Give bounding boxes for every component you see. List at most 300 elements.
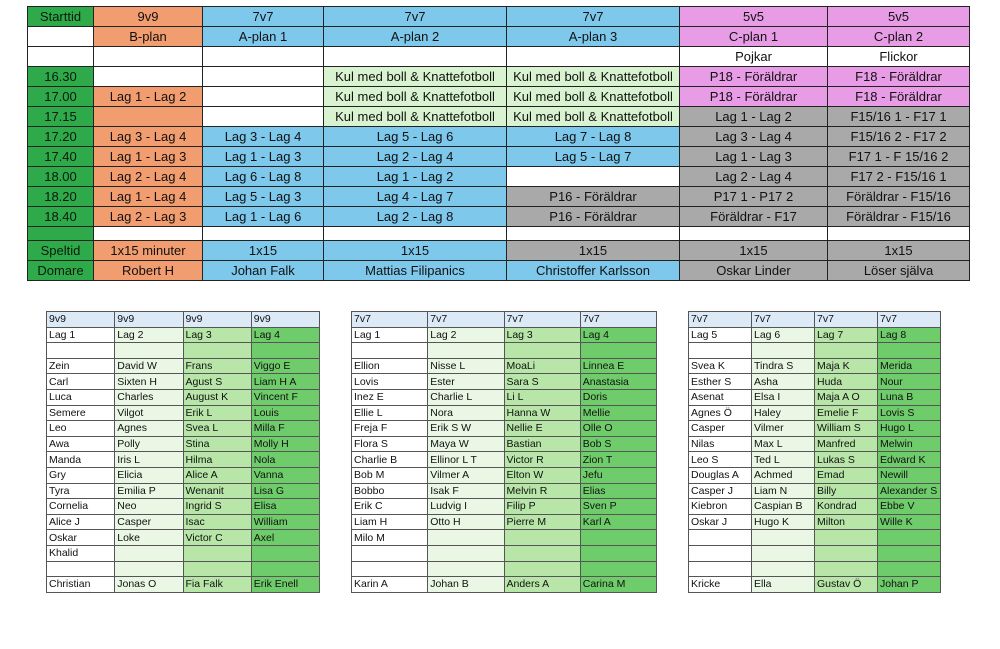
- player-name: Tindra S: [752, 358, 815, 374]
- player-name: Emad: [815, 467, 878, 483]
- player-name: Awa: [47, 436, 115, 452]
- player-name: Charlie B: [352, 452, 428, 468]
- match-cell: [94, 107, 203, 127]
- team-leader-name: Karin A: [352, 577, 428, 593]
- player-name: [47, 561, 115, 577]
- match-cell: Lag 3 - Lag 4: [94, 127, 203, 147]
- player-name: Inez E: [352, 389, 428, 405]
- format-label: 9v9: [47, 312, 115, 328]
- player-name: Milla F: [251, 421, 319, 437]
- player-name: Loke: [115, 530, 183, 546]
- player-row: [352, 436, 657, 452]
- player-name: [251, 561, 319, 577]
- match-cell: Lag 1 - Lag 2: [324, 167, 507, 187]
- player-name: [504, 561, 580, 577]
- player-row: [689, 436, 941, 452]
- player-name: Hugo K: [752, 514, 815, 530]
- player-name: William: [251, 514, 319, 530]
- team-name: Lag 7: [815, 327, 878, 343]
- player-name: Billy: [815, 483, 878, 499]
- player-name: Carl: [47, 374, 115, 390]
- player-name: Asenat: [689, 389, 752, 405]
- blank-cell: [580, 343, 656, 359]
- match-cell: F18 - Föräldrar: [828, 67, 970, 87]
- match-cell: [203, 87, 324, 107]
- match-cell: Lag 5 - Lag 3: [203, 187, 324, 207]
- player-name: Filip P: [504, 499, 580, 515]
- player-name: Elton W: [504, 467, 580, 483]
- player-name: Milton: [815, 514, 878, 530]
- player-row: [352, 421, 657, 437]
- player-name: Agust S: [183, 374, 251, 390]
- player-name: Anastasia: [580, 374, 656, 390]
- player-name: Merida: [878, 358, 941, 374]
- player-row: [352, 358, 657, 374]
- team-leader-name: Erik Enell: [251, 577, 319, 593]
- player-name: [428, 530, 504, 546]
- player-name: Alice J: [47, 514, 115, 530]
- match-cell: Lag 2 - Lag 3: [94, 207, 203, 227]
- player-row: [47, 436, 320, 452]
- player-row: [352, 499, 657, 515]
- player-row: [47, 545, 320, 561]
- player-name: Esther S: [689, 374, 752, 390]
- player-row: [352, 514, 657, 530]
- player-name: Stina: [183, 436, 251, 452]
- player-name: [428, 561, 504, 577]
- match-cell: F17 1 - F 15/16 2: [828, 147, 970, 167]
- player-name: Melvin R: [504, 483, 580, 499]
- roster-spacer-row: [689, 343, 941, 359]
- player-name: Charles: [115, 389, 183, 405]
- player-name: Maja A O: [815, 389, 878, 405]
- player-row: [47, 405, 320, 421]
- spacer-cell: [203, 227, 324, 241]
- player-name: Elsa I: [752, 389, 815, 405]
- format-header: 7v7: [203, 7, 324, 27]
- player-name: Nisse L: [428, 358, 504, 374]
- team-leader-name: Kricke: [689, 577, 752, 593]
- player-name: Ludvig I: [428, 499, 504, 515]
- player-name: Kiebron: [689, 499, 752, 515]
- roster-team-row: [352, 327, 657, 343]
- player-name: Lovis S: [878, 405, 941, 421]
- format-header: 7v7: [324, 7, 507, 27]
- player-name: Ingrid S: [183, 499, 251, 515]
- player-name: [815, 530, 878, 546]
- player-name: [878, 561, 941, 577]
- player-row: [689, 499, 941, 515]
- player-name: [115, 545, 183, 561]
- player-name: [580, 530, 656, 546]
- match-cell: Lag 3 - Lag 4: [680, 127, 828, 147]
- field-header: A-plan 1: [203, 27, 324, 47]
- team-leader-name: Gustav Ö: [815, 577, 878, 593]
- schedule-header-field-row: [28, 27, 970, 47]
- player-name: Vilmer A: [428, 467, 504, 483]
- player-name: Huda: [815, 374, 878, 390]
- player-name: [428, 545, 504, 561]
- player-row: [352, 374, 657, 390]
- player-row: [689, 467, 941, 483]
- referee-name: Mattias Filipanics: [324, 261, 507, 281]
- schedule-time-row: [28, 127, 970, 147]
- match-schedule-table: [27, 6, 970, 281]
- player-name: Nellie E: [504, 421, 580, 437]
- player-name: Pierre M: [504, 514, 580, 530]
- match-cell: Lag 1 - Lag 3: [94, 147, 203, 167]
- field-header: C-plan 1: [680, 27, 828, 47]
- player-row: [47, 561, 320, 577]
- player-name: Newill: [878, 467, 941, 483]
- blank-cell: [115, 343, 183, 359]
- player-name: Haley: [752, 405, 815, 421]
- player-name: Sven P: [580, 499, 656, 515]
- speltid-value: 1x15: [203, 241, 324, 261]
- player-row: [352, 545, 657, 561]
- match-cell: Lag 2 - Lag 4: [94, 167, 203, 187]
- speltid-value: 1x15: [680, 241, 828, 261]
- team-leader-name: Ella: [752, 577, 815, 593]
- match-cell: [94, 67, 203, 87]
- speltid-value: 1x15: [828, 241, 970, 261]
- player-name: [183, 561, 251, 577]
- domare-label: Domare: [28, 261, 94, 281]
- player-name: [580, 545, 656, 561]
- match-cell: F18 - Föräldrar: [828, 87, 970, 107]
- player-name: Victor R: [504, 452, 580, 468]
- player-name: [352, 545, 428, 561]
- player-name: Oskar J: [689, 514, 752, 530]
- player-name: William S: [815, 421, 878, 437]
- match-cell: Lag 2 - Lag 4: [324, 147, 507, 167]
- player-name: Gry: [47, 467, 115, 483]
- player-name: Vilmer: [752, 421, 815, 437]
- gender-header: Pojkar: [680, 47, 828, 67]
- player-name: Manda: [47, 452, 115, 468]
- player-row: [47, 499, 320, 515]
- player-name: Axel: [251, 530, 319, 546]
- team-name: Lag 1: [352, 327, 428, 343]
- gender-header: [94, 47, 203, 67]
- player-name: Nilas: [689, 436, 752, 452]
- referee-name: Johan Falk: [203, 261, 324, 281]
- player-name: Zion T: [580, 452, 656, 468]
- spacer-cell: [507, 227, 680, 241]
- player-name: [251, 545, 319, 561]
- player-row: [47, 358, 320, 374]
- player-name: [115, 561, 183, 577]
- player-name: Ellinor L T: [428, 452, 504, 468]
- roster-spacer-row: [47, 343, 320, 359]
- player-name: Hilma: [183, 452, 251, 468]
- speltid-value: 1x15 minuter: [94, 241, 203, 261]
- team-leader-name: Carina M: [580, 577, 656, 593]
- format-header: 9v9: [94, 7, 203, 27]
- player-name: Leo S: [689, 452, 752, 468]
- team-name: Lag 2: [115, 327, 183, 343]
- player-name: [815, 545, 878, 561]
- player-name: [352, 561, 428, 577]
- match-cell: Kul med boll & Knattefotboll: [324, 107, 507, 127]
- roster-table-7v7-lag-5-8: [688, 311, 941, 593]
- player-name: [878, 530, 941, 546]
- player-name: Edward K: [878, 452, 941, 468]
- player-name: Liam H A: [251, 374, 319, 390]
- player-name: Lisa G: [251, 483, 319, 499]
- match-cell: F15/16 1 - F17 1: [828, 107, 970, 127]
- roster-spacer-row: [352, 343, 657, 359]
- match-cell: Kul med boll & Knattefotboll: [507, 107, 680, 127]
- player-name: Sixten H: [115, 374, 183, 390]
- player-name: Luna B: [878, 389, 941, 405]
- start-time: 18.20: [28, 187, 94, 207]
- player-name: Ted L: [752, 452, 815, 468]
- player-name: Otto H: [428, 514, 504, 530]
- team-name: Lag 8: [878, 327, 941, 343]
- format-label: 7v7: [504, 312, 580, 328]
- start-time: 17.15: [28, 107, 94, 127]
- player-name: Bastian: [504, 436, 580, 452]
- player-name: Milo M: [352, 530, 428, 546]
- team-name: Lag 5: [689, 327, 752, 343]
- match-cell: Lag 1 - Lag 4: [94, 187, 203, 207]
- player-row: [47, 483, 320, 499]
- team-leader-name: Anders A: [504, 577, 580, 593]
- team-leader-name: Johan B: [428, 577, 504, 593]
- format-label: 7v7: [689, 312, 752, 328]
- player-name: Caspian B: [752, 499, 815, 515]
- player-name: Melwin: [878, 436, 941, 452]
- match-cell: Lag 2 - Lag 4: [680, 167, 828, 187]
- player-name: Neo: [115, 499, 183, 515]
- player-name: [689, 561, 752, 577]
- format-header: 7v7: [507, 7, 680, 27]
- player-row: [352, 530, 657, 546]
- schedule-time-row: [28, 147, 970, 167]
- match-cell: Lag 5 - Lag 7: [507, 147, 680, 167]
- format-header: 5v5: [828, 7, 970, 27]
- match-cell: F15/16 2 - F17 2: [828, 127, 970, 147]
- player-name: Elisa: [251, 499, 319, 515]
- leader-row: [352, 577, 657, 593]
- player-name: Karl A: [580, 514, 656, 530]
- roster-format-row: [352, 312, 657, 328]
- player-name: Iris L: [115, 452, 183, 468]
- referee-name: Robert H: [94, 261, 203, 281]
- leader-row: [47, 577, 320, 593]
- spacer-cell: [324, 227, 507, 241]
- player-row: [352, 405, 657, 421]
- player-row: [689, 530, 941, 546]
- domare-row: [28, 261, 970, 281]
- team-leader-name: Christian: [47, 577, 115, 593]
- player-name: MoaLi: [504, 358, 580, 374]
- match-cell: Lag 6 - Lag 8: [203, 167, 324, 187]
- player-name: Ellie L: [352, 405, 428, 421]
- player-name: Doris: [580, 389, 656, 405]
- format-label: 7v7: [815, 312, 878, 328]
- player-name: Viggo E: [251, 358, 319, 374]
- match-cell: Lag 1 - Lag 2: [680, 107, 828, 127]
- player-name: Max L: [752, 436, 815, 452]
- blank-cell: [428, 343, 504, 359]
- speltid-value: 1x15: [507, 241, 680, 261]
- team-name: Lag 2: [428, 327, 504, 343]
- player-name: [752, 545, 815, 561]
- player-name: Emelie F: [815, 405, 878, 421]
- start-time: 17.00: [28, 87, 94, 107]
- player-name: Emilia P: [115, 483, 183, 499]
- player-name: Manfred: [815, 436, 878, 452]
- player-name: Casper J: [689, 483, 752, 499]
- player-name: Louis: [251, 405, 319, 421]
- match-cell: [203, 67, 324, 87]
- format-label: 7v7: [352, 312, 428, 328]
- player-name: Vincent F: [251, 389, 319, 405]
- player-row: [352, 467, 657, 483]
- team-leader-name: Johan P: [878, 577, 941, 593]
- blank-cell: [752, 343, 815, 359]
- player-name: Leo: [47, 421, 115, 437]
- player-name: Elicia: [115, 467, 183, 483]
- team-name: Lag 4: [251, 327, 319, 343]
- field-header: C-plan 2: [828, 27, 970, 47]
- player-name: Svea L: [183, 421, 251, 437]
- blank-cell: [689, 343, 752, 359]
- player-name: Alexander S: [878, 483, 941, 499]
- player-name: [878, 545, 941, 561]
- match-cell: Lag 5 - Lag 6: [324, 127, 507, 147]
- match-cell: Lag 1 - Lag 2: [94, 87, 203, 107]
- start-time: 18.40: [28, 207, 94, 227]
- roster-format-row: [47, 312, 320, 328]
- schedule-time-row: [28, 167, 970, 187]
- player-name: Douglas A: [689, 467, 752, 483]
- player-name: Elias: [580, 483, 656, 499]
- player-row: [47, 374, 320, 390]
- player-name: Polly: [115, 436, 183, 452]
- player-name: [580, 561, 656, 577]
- player-name: Kondrad: [815, 499, 878, 515]
- player-row: [689, 374, 941, 390]
- player-name: Asha: [752, 374, 815, 390]
- schedule-time-row: [28, 87, 970, 107]
- player-row: [689, 421, 941, 437]
- gender-header: Flickor: [828, 47, 970, 67]
- speltid-row: [28, 241, 970, 261]
- roster-table-9v9: [46, 311, 320, 593]
- player-name: [752, 561, 815, 577]
- player-name: Semere: [47, 405, 115, 421]
- player-row: [689, 561, 941, 577]
- player-name: [815, 561, 878, 577]
- player-row: [689, 358, 941, 374]
- blank-cell: [183, 343, 251, 359]
- player-name: Flora S: [352, 436, 428, 452]
- player-row: [689, 545, 941, 561]
- match-cell: P18 - Föräldrar: [680, 67, 828, 87]
- player-row: [352, 389, 657, 405]
- player-row: [47, 530, 320, 546]
- blank-cell: [815, 343, 878, 359]
- gender-header: [203, 47, 324, 67]
- player-name: Vanna: [251, 467, 319, 483]
- player-name: Bob M: [352, 467, 428, 483]
- team-leader-name: Jonas O: [115, 577, 183, 593]
- match-cell: Kul med boll & Knattefotboll: [507, 67, 680, 87]
- player-name: [183, 545, 251, 561]
- player-name: Hugo L: [878, 421, 941, 437]
- player-name: Agnes Ö: [689, 405, 752, 421]
- player-name: [504, 545, 580, 561]
- player-row: [352, 452, 657, 468]
- player-row: [689, 389, 941, 405]
- start-time: 17.40: [28, 147, 94, 167]
- player-name: Bobbo: [352, 483, 428, 499]
- player-name: Ebbe V: [878, 499, 941, 515]
- player-row: [47, 389, 320, 405]
- referee-name: Löser själva: [828, 261, 970, 281]
- format-label: 9v9: [115, 312, 183, 328]
- player-name: Luca: [47, 389, 115, 405]
- start-time: 18.00: [28, 167, 94, 187]
- player-row: [689, 514, 941, 530]
- roster-table-7v7-lag-1-4: [351, 311, 657, 593]
- schedule-spacer-row: [28, 227, 970, 241]
- team-name: Lag 1: [47, 327, 115, 343]
- schedule-time-row: [28, 107, 970, 127]
- format-header: 5v5: [680, 7, 828, 27]
- player-row: [47, 421, 320, 437]
- spacer-cell: [28, 227, 94, 241]
- match-cell: Kul med boll & Knattefotboll: [324, 67, 507, 87]
- player-name: Molly H: [251, 436, 319, 452]
- gender-header: [324, 47, 507, 67]
- player-name: Victor C: [183, 530, 251, 546]
- field-header: A-plan 3: [507, 27, 680, 47]
- player-name: Oskar: [47, 530, 115, 546]
- match-cell: [507, 167, 680, 187]
- speltid-value: 1x15: [324, 241, 507, 261]
- team-name: Lag 4: [580, 327, 656, 343]
- player-name: [752, 530, 815, 546]
- player-row: [47, 467, 320, 483]
- player-row: [47, 452, 320, 468]
- player-name: [689, 530, 752, 546]
- player-row: [689, 405, 941, 421]
- gender-header: [28, 47, 94, 67]
- player-name: Zein: [47, 358, 115, 374]
- field-header: B-plan: [94, 27, 203, 47]
- player-name: David W: [115, 358, 183, 374]
- player-name: Wenanit: [183, 483, 251, 499]
- player-name: August K: [183, 389, 251, 405]
- spacer-cell: [680, 227, 828, 241]
- player-name: Erik L: [183, 405, 251, 421]
- speltid-label: Speltid: [28, 241, 94, 261]
- format-label: 7v7: [752, 312, 815, 328]
- schedule-time-row: [28, 187, 970, 207]
- player-name: Nola: [251, 452, 319, 468]
- schedule-time-row: [28, 67, 970, 87]
- schedule-header-format-row: [28, 7, 970, 27]
- player-name: Frans: [183, 358, 251, 374]
- player-name: Agnes: [115, 421, 183, 437]
- match-cell: P18 - Föräldrar: [680, 87, 828, 107]
- team-name: Lag 3: [504, 327, 580, 343]
- player-name: Svea K: [689, 358, 752, 374]
